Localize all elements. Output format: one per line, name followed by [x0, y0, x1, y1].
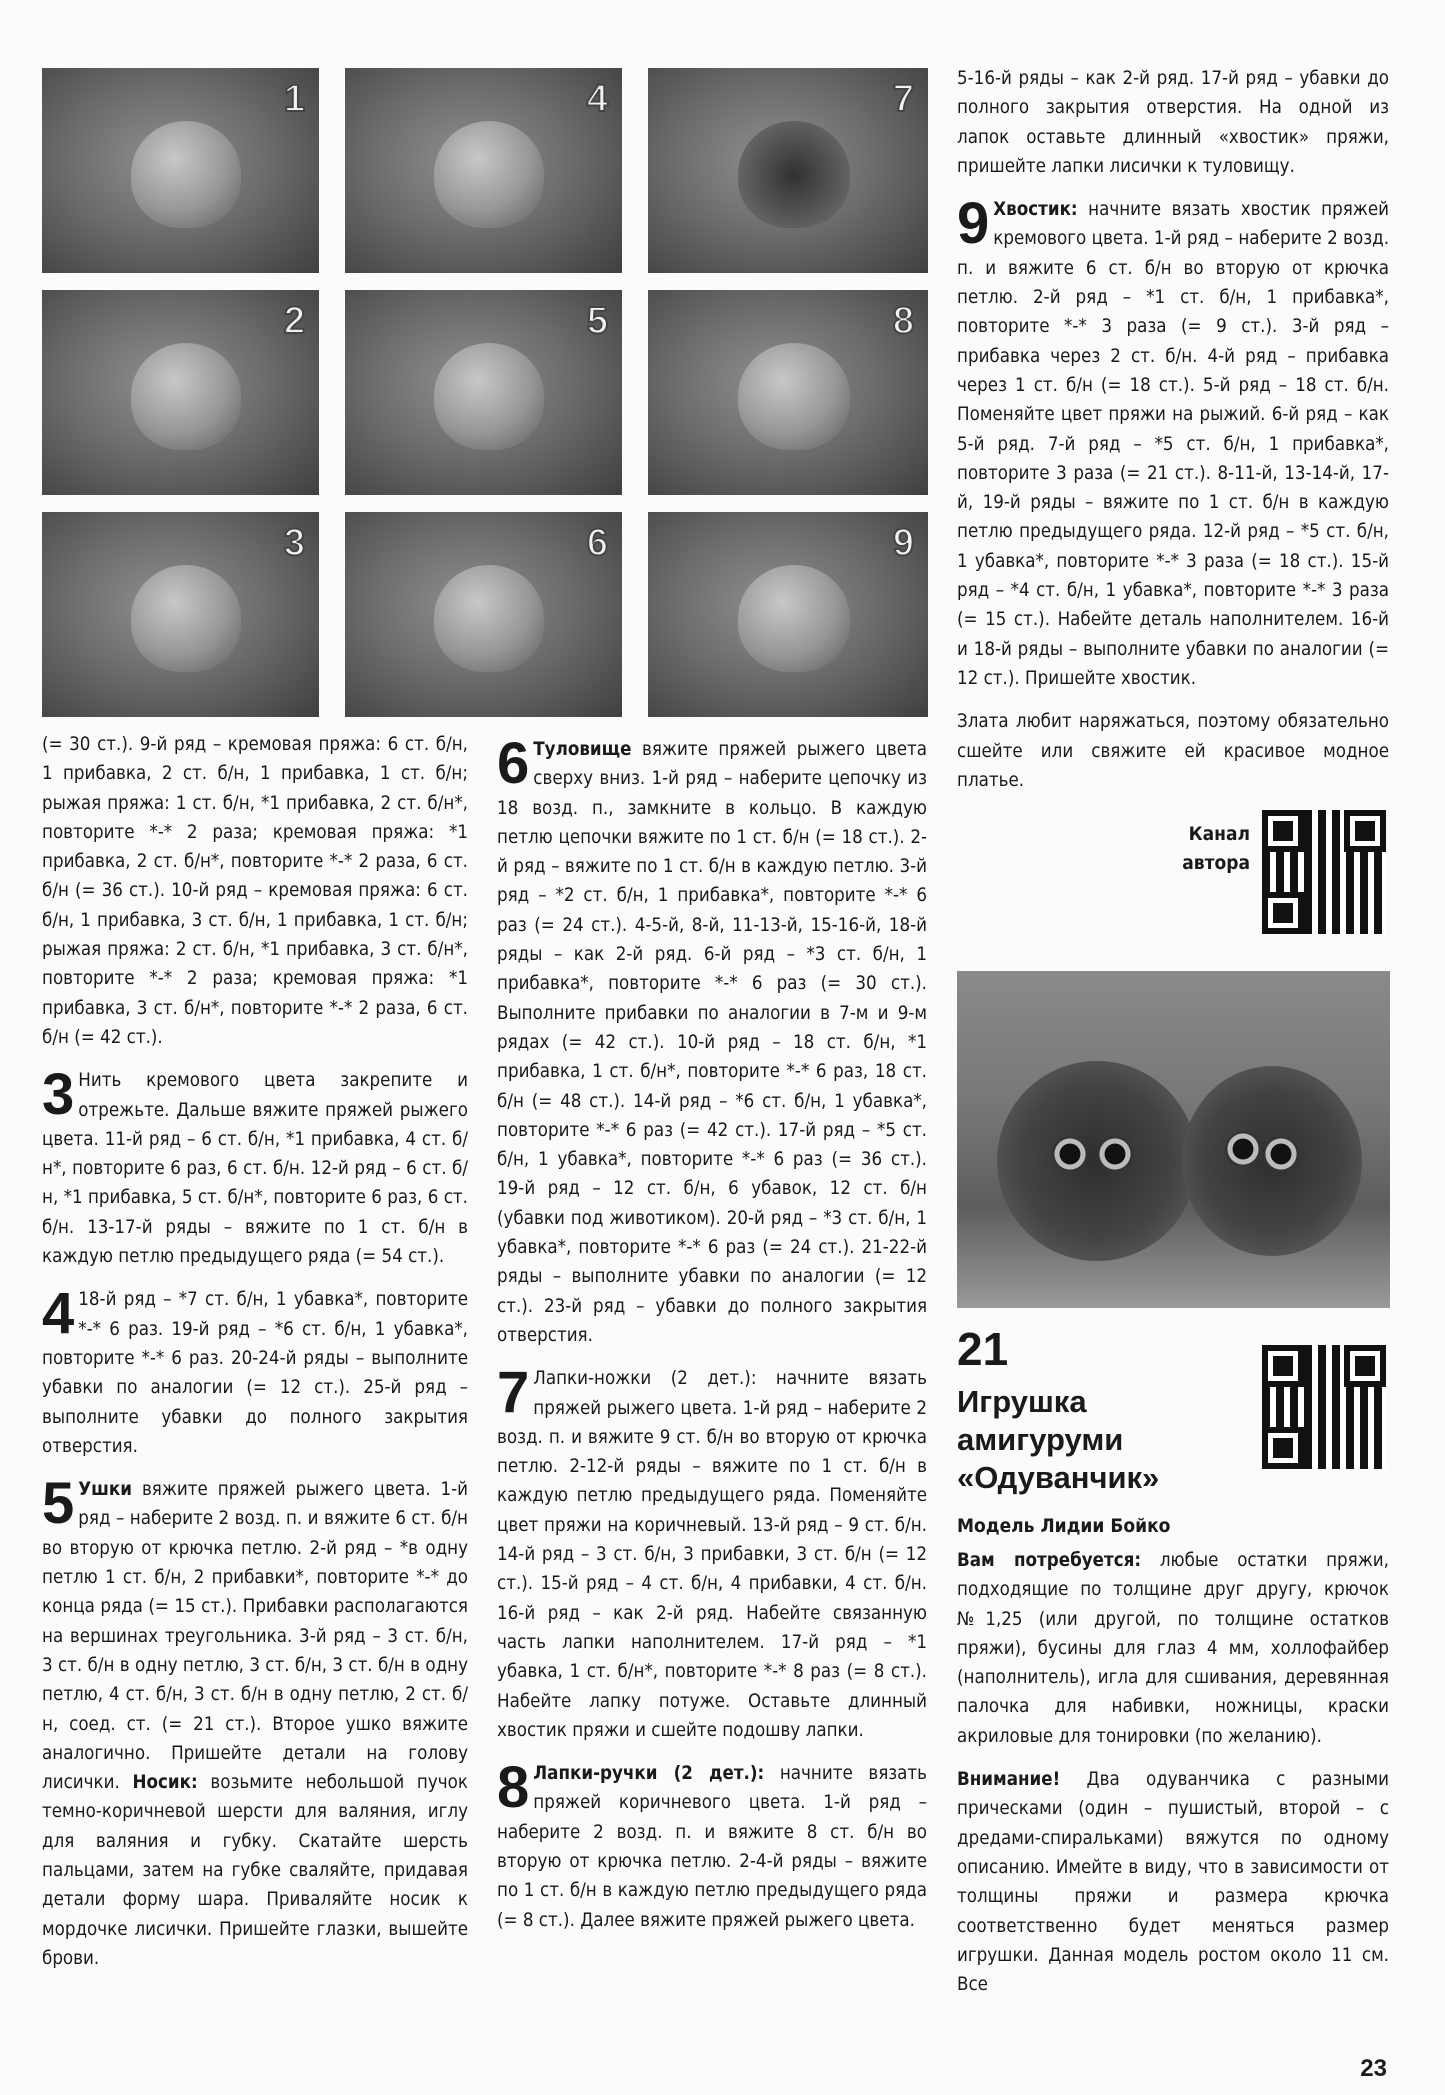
qr-code-icon[interactable] — [1262, 810, 1386, 934]
paragraph-text: начните вязать пряжей коричневого цвета. 1-й ряд – наберите 2 возд. п. и вяжите 8 ст. б/н во вторую от крючка петлю. 2-4-й ряды – вяжите по 1 ст. б/н в каждую петлю предыдущего ряда (= 8 ст.). Далее вяжите пряжей рыжего цвета. — [497, 1763, 928, 1931]
step-photo-6 — [345, 512, 622, 717]
text-column-2 — [497, 731, 928, 1935]
paragraph-step-5 — [42, 1471, 468, 1973]
paragraph-text: любые остатки пряжи, подходящие по толщине друг другу, крючок №1,25 (или другой, по толщине остатков пряжи), бусины для глаз 4 мм, холлофайбер (наполнитель), игла для сшивания, деревянная палочка для набивки, ножницы, краски акриловые для тонировки (по желанию). — [957, 1550, 1389, 1747]
photo-number: 3 — [283, 522, 305, 564]
paragraph-text: Лапки-ножки (2 дет.): начните вязать пряжей рыжего цвета. 1-й ряд – наберите 2 возд. п. и вяжите 9 ст. б/н во вторую от крючка петлю. 2-12-й ряды – вяжите по 1 ст. б/н в каждую петлю предыдущего ряда. Поменяйте цвет пряжи на коричневый. 13-й ряд – 9 ст. б/н. 14-й ряд – 3 ст. б/н, 3 прибавки, 3 ст. б/н (= 12 ст.). 15-й ряд – 4 ст. б/н, 4 прибавки, 4 ст. б/н. 16-й ряд – как 2-й ряд. Набейте связанную часть лапки наполнителем. 17-й ряд – *1 убавка, 1 ст. б/н*, повторите *-* 8 раз (= 8 ст.). Набейте лапку потуже. Оставьте длинный хвостик пряжи и сшейте подошву лапки. — [497, 1368, 927, 1741]
paragraph: (= 30 ст.). 9-й ряд – кремовая пряжа: 6 ст. б/н, 1 прибавка, 2 ст. б/н, 1 прибавка, 1 ст. б/н; рыжая пряжа: 1 ст. б/н, *1 прибавка, 2 ст. б/н*, повторите *-* 2 раза; кремовая пряжа: *1 прибавка, 2 ст. б/н*, повторите *-* 2 раза, 6 ст. б/н (= 36 ст.). 10-й ряд – кремовая пряжа: 6 ст. б/н, 1 прибавка, 3 ст. б/н, 1 прибавка, 1 ст. б/н; рыжая пряжа: 2 ст. б/н, *1 прибавка, 3 ст. б/н*, повторите *-* 2 раза; кремовая пряжа: *1 прибавка, 3 ст. б/н*, повторите *-* 2 раза, 6 ст. б/н (= 42 ст.). — [42, 734, 468, 1048]
step-photo-7 — [648, 68, 928, 273]
keyword: Лапки-ручки (2 дет.): — [533, 1763, 765, 1785]
photo-number: 7 — [892, 78, 914, 120]
step-photo-8 — [648, 290, 928, 495]
step-number: 9 — [957, 191, 990, 257]
keyword: Ушки — [78, 1479, 133, 1501]
step-number: 3 — [42, 1062, 75, 1128]
paragraph-step-3 — [42, 1062, 468, 1271]
step-photo-1 — [42, 68, 319, 273]
step-number: 5 — [42, 1471, 75, 1537]
paragraph-text: вяжите пряжей рыжего цвета сверху вниз. 1-й ряд – наберите цепочку из 18 возд. п., замкните в кольцо. В каждую петлю цепочки вяжите по 1 ст. б/н (= 18 ст.). 2-й ряд – вяжите по 1 ст. б/н в каждую петлю. 3-й ряд – *2 ст. б/н, 1 прибавка*, повторите *-* 6 раз (= 24 ст.). 4-5-й, 8-й, 11-13-й, 15-16-й, 18-й ряды – как 2-й ряд. 6-й ряд – *3 ст. б/н, 1 прибавка*, повторите *-* 6 раз (= 30 ст.). Выполните прибавки по аналогии в 7-м и 9-м рядах (= 42 ст.). 10-й ряд – 18 ст. б/н, *1 прибавка, 1 ст. б/н*, повторите *-* 6 раз, 18 ст. б/н (= 48 ст.). 14-й ряд – *6 ст. б/н, 1 убавка*, повторите *-* 6 раз (= 42 ст.). 17-й ряд – *5 ст. б/н, 1 убавка*, повторите *-* 6 раз (= 36 ст.). 19-й ряд – 12 ст. б/н, 6 убавок, 12 ст. б/н (убавки под животиком). 20-й ряд – *3 ст. б/н, 1 убавка*, повторите *-* 6 раз (= 24 ст.). 21-22-й ряды – выполните убавки по аналогии (= 12 ст.). 23-й ряд – убавки до полного закрытия отверстия. — [497, 739, 927, 1346]
paragraph-text: Два одуванчика с разными прическами (один – пушистый, второй – с дредами-спиральками) вяжутся по одному описанию. Имейте в виду, что в зависимости от толщины пряжи и размера крючка соответственно будет меняться размер игрушки. Данная модель ростом около 11 см. Все — [957, 1769, 1389, 1996]
paragraph-step-9 — [957, 191, 1389, 693]
step-number: 7 — [497, 1360, 530, 1426]
keyword: Хвостик: — [993, 199, 1078, 221]
text-column-1 — [42, 730, 468, 1973]
paragraph-step-6 — [497, 731, 927, 1350]
keyword: Туловище — [533, 739, 632, 760]
paragraph-text: вяжите пряжей рыжего цвета. 1-й ряд – наберите 2 возд. п. и вяжите 6 ст. б/н во вторую от крючка петлю. 2-й ряд – *в одну петлю 1 ст. б/н, 2 прибавки*, повторите *-* до конца ряда (= 15 ст.). Прибавки располагаются на вершинах треугольника. 3-й ряд – 3 ст. б/н, 3 ст. б/н в одну петлю, 3 ст. б/н, 3 ст. б/н в одну петлю, 4 ст. б/н, 3 ст. б/н в одну петлю, 2 ст. б/н, соед. ст. (= 21 ст.). Второе ушко вяжите аналогично. Пришейте детали на голову лисички. — [42, 1479, 468, 1794]
keyword: Внимание! — [957, 1769, 1061, 1791]
step-number: 6 — [497, 731, 530, 796]
step-photo-3 — [42, 512, 319, 717]
paragraph: Злата любит наряжаться, поэтому обязательно сшейте или свяжите ей красивое модное платье. — [957, 711, 1389, 791]
photo-number: 9 — [892, 522, 914, 564]
article-title: Игрушка амигуруми «Одуванчик» — [957, 1384, 1160, 1495]
qr-code-icon[interactable] — [1262, 1345, 1386, 1469]
step-photo-4 — [345, 68, 622, 273]
article-number: 21 — [957, 1323, 1009, 1375]
paragraph-text: возьмите небольшой пучок темно-коричневой шерсти для валяния, иглу для валяния и губку. Скатайте шерсть пальцами, затем на губке сваляйте, придавая детали форму шара. Приваляйте носик к мордочке лисички. Пришейте глазки, вышейте брови. — [42, 1772, 468, 1969]
paragraph-attention — [957, 1765, 1389, 1999]
paragraph-step-4 — [42, 1281, 468, 1461]
photo-number: 1 — [283, 78, 305, 120]
paragraph-materials — [957, 1546, 1389, 1751]
photo-number: 5 — [586, 300, 608, 342]
keyword: Носик: — [132, 1772, 198, 1794]
step-photo-2 — [42, 290, 319, 495]
text-column-3 — [957, 64, 1389, 795]
author-channel-label: Канал автора — [1182, 823, 1250, 874]
photo-number: 2 — [283, 300, 305, 342]
step-photo-5 — [345, 290, 622, 495]
photo-number: 4 — [586, 78, 608, 120]
step-number: 4 — [42, 1281, 75, 1347]
paragraph-text: Нить кремового цвета закрепите и отрежьте. Дальше вяжите пряжей рыжего цвета. 11-й ряд – 6 ст. б/н, *1 прибавка, 4 ст. б/н*, повторите 6 раз, 6 ст. б/н. 12-й ряд – 6 ст. б/н, *1 прибавка, 5 ст. б/н*, повторите 6 раз, 6 ст. б/н. 13-17-й ряды – вяжите по 1 ст. б/н в каждую петлю предыдущего ряда (= 54 ст.). — [42, 1070, 468, 1268]
page-number: 23 — [1360, 2055, 1387, 2082]
paragraph-step-7 — [497, 1360, 927, 1745]
text-column-3-bottom — [957, 1546, 1389, 1999]
keyword: Вам потребуется: — [957, 1550, 1142, 1571]
paragraph-text: начните вязать хвостик пряжей кремового цвета. 1-й ряд – наберите 2 возд. п. и вяжите 6 ст. б/н во вторую от крючка петлю. 2-й ряд – *1 ст. б/н, 1 прибавка*, повторите *-* 3 раза (= 9 ст.). 3-й ряд – прибавка через 2 ст. б/н. 4-й ряд – прибавка через 1 ст. б/н (= 18 ст.). 5-й ряд – 18 ст. б/н. Поменяйте цвет пряжи на рыжий. 6-й ряд – как 5-й ряд. 7-й ряд – *5 ст. б/н, 1 прибавка*, повторите 3 раза (= 21 ст.). 8-11-й, 13-14-й, 17-й, 19-й ряды – вяжите по 1 ст. б/н в каждую петлю предыдущего ряда. 12-й ряд – *5 ст. б/н, 1 убавка*, повторите *-* 3 раза (= 18 ст.). 15-й ряд – *4 ст. б/н, 1 убавка*, повторите *-* 3 раза (= 15 ст.). Набейте деталь наполнителем. 16-й и 18-й ряды – выполните убавки по аналогии (= 12 ст.). Пришейте хвостик. — [957, 199, 1389, 689]
step-number: 8 — [497, 1755, 530, 1821]
paragraph: 5-16-й ряды – как 2-й ряд. 17-й ряд – убавки до полного закрытия отверстия. На одной из лапок оставьте длинный «хвостик» пряжи, пришейте лапки лисички к туловищу. — [957, 68, 1389, 177]
dandelion-toys-photo — [957, 971, 1390, 1308]
photo-number: 8 — [892, 300, 914, 342]
paragraph-text: 18-й ряд – *7 ст. б/н, 1 убавка*, повторите *-* 6 раз. 19-й ряд – *6 ст. б/н, 1 убавка*, повторите *-* 6 раз. 20-24-й ряды – выполните убавки по аналогии (= 12 ст.). 25-й ряд – выполните убавки до полного закрытия отверстия. — [42, 1289, 468, 1457]
photo-number: 6 — [586, 522, 608, 564]
paragraph-step-8 — [497, 1755, 928, 1935]
step-photo-9 — [648, 512, 928, 717]
article-author: Модель Лидии Бойко — [957, 1515, 1171, 1537]
